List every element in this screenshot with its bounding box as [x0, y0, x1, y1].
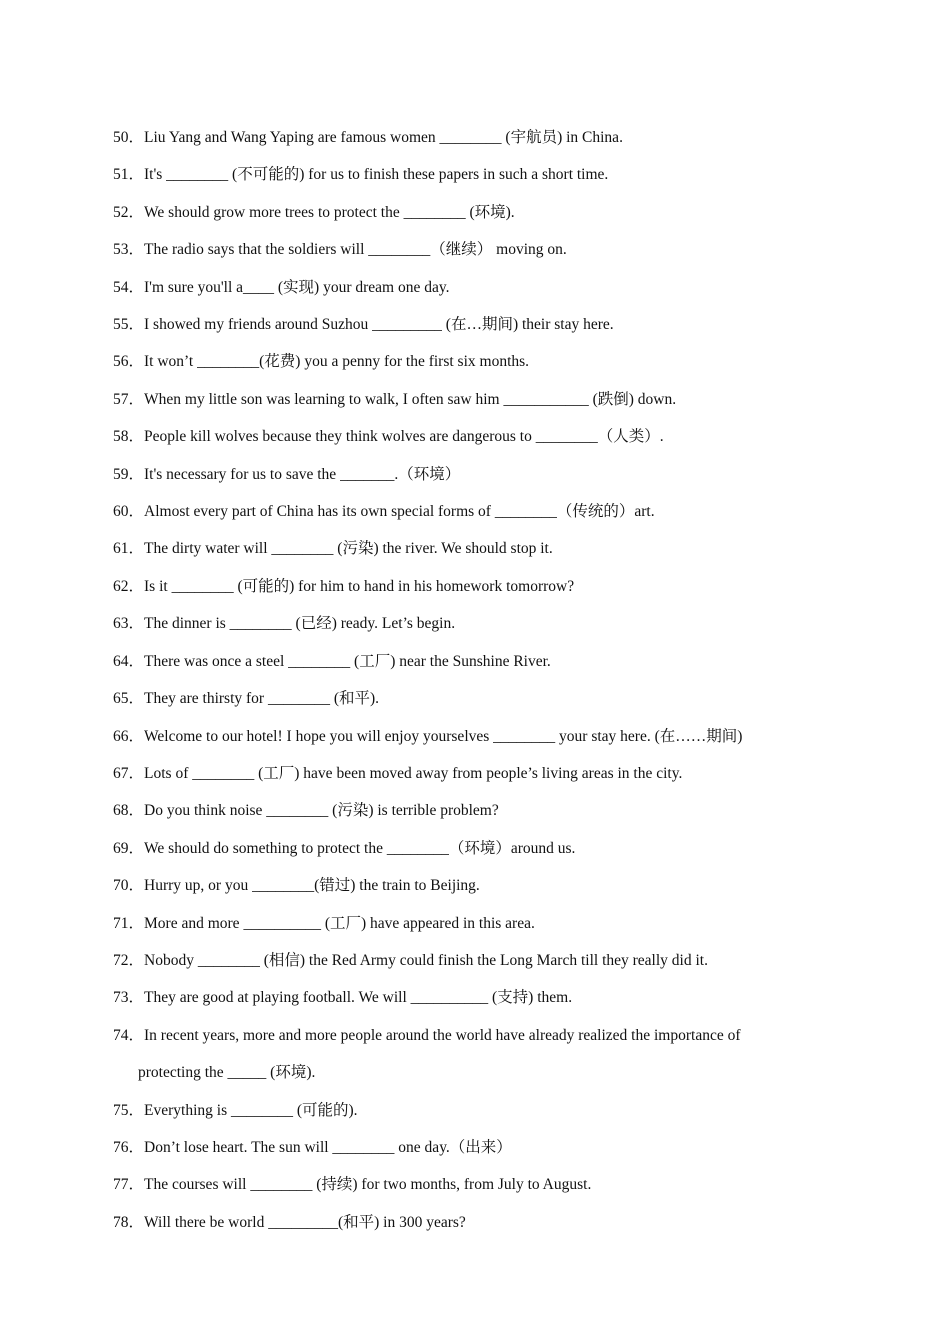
question-item: [113, 830, 837, 867]
question-item: [113, 418, 837, 455]
question-text: Will there be world _________(和平) in 300 years?: [144, 1213, 466, 1231]
question-text: More and more __________ (工厂) have appeared in this area.: [144, 914, 535, 932]
question-text: Almost every part of China has its own special forms of ________（传统的）art.: [144, 503, 655, 521]
question-number: 75．: [113, 1101, 145, 1119]
question-text: Liu Yang and Wang Yaping are famous women ________ (宇航员) in China.: [144, 129, 623, 146]
question-text: We should do something to protect the ________（环境）around us.: [144, 839, 576, 857]
question-item: [113, 643, 837, 680]
question-number: 64．: [113, 652, 145, 670]
question-item: [113, 343, 837, 380]
question-item: [113, 1204, 837, 1241]
question-text: They are good at playing football. We will __________ (支持) them.: [144, 989, 573, 1007]
question-item: [113, 979, 837, 1016]
question-item: [113, 905, 837, 942]
question-text: They are thirsty for ________ (和平).: [144, 690, 380, 708]
question-number: 56．: [113, 353, 145, 371]
question-number: 65．: [113, 690, 145, 708]
question-number: 74．: [113, 1026, 145, 1044]
question-text: The radio says that the soldiers will ________（继续） moving on.: [144, 241, 567, 259]
question-item: [113, 1017, 837, 1092]
question-number: 52．: [113, 203, 145, 221]
question-text: It's necessary for us to save the _______.（环境）: [144, 465, 461, 483]
question-item: [113, 1092, 837, 1129]
question-number: 58．: [113, 428, 145, 446]
question-number: 57．: [113, 390, 145, 408]
question-text: Nobody ________ (相信) the Red Army could finish the Long March till they really did it.: [144, 951, 708, 969]
question-text: Welcome to our hotel! I hope you will enjoy yourselves ________ your stay here. (在……期间): [144, 727, 743, 745]
question-text: I'm sure you'll a____ (实现) your dream one day.: [144, 278, 450, 296]
question-item: [113, 306, 837, 343]
question-number: 53．: [113, 241, 145, 259]
question-text: The dirty water will ________ (污染) the river. We should stop it.: [144, 540, 553, 558]
question-number: 78．: [113, 1213, 145, 1231]
question-text: The dinner is ________ (已经) ready. Let’s begin.: [144, 615, 456, 633]
question-number: 50．: [113, 129, 145, 146]
question-text: Hurry up, or you ________(错过) the train to Beijing.: [144, 877, 480, 895]
question-item: [113, 456, 837, 493]
question-item: [113, 605, 837, 642]
question-number: 70．: [113, 877, 145, 895]
question-text: When my little son was learning to walk, I often saw him ___________ (跌倒) down.: [144, 390, 677, 408]
question-list: [113, 119, 837, 1241]
question-item: [113, 119, 837, 156]
question-item: [113, 1129, 837, 1166]
question-item: [113, 792, 837, 829]
question-text: Don’t lose heart. The sun will ________ one day.（出来）: [144, 1138, 512, 1156]
question-item: [113, 680, 837, 717]
question-text: There was once a steel ________ (工厂) near the Sunshine River.: [144, 652, 551, 670]
question-item: [113, 942, 837, 979]
question-number: 73．: [113, 989, 145, 1007]
question-text: I showed my friends around Suzhou _________ (在…期间) their stay here.: [144, 316, 614, 334]
question-text: Do you think noise ________ (污染) is terrible problem?: [144, 802, 499, 820]
question-number: 63．: [113, 615, 145, 633]
question-item: [113, 493, 837, 530]
question-item: [113, 867, 837, 904]
question-item: [113, 1166, 837, 1203]
question-number: 51．: [113, 166, 145, 184]
question-text: Everything is ________ (可能的).: [144, 1101, 358, 1119]
question-item: [113, 755, 837, 792]
question-item: [113, 530, 837, 567]
question-text: The courses will ________ (持续) for two months, from July to August.: [144, 1176, 592, 1194]
question-item: [113, 718, 837, 755]
question-text: People kill wolves because they think wolves are dangerous to ________（人类）.: [144, 428, 664, 446]
question-number: 69．: [113, 839, 145, 857]
question-item: [113, 568, 837, 605]
question-number: 77．: [113, 1176, 145, 1194]
question-text: It's ________ (不可能的) for us to finish these papers in such a short time.: [144, 166, 609, 184]
question-text: Lots of ________ (工厂) have been moved away from people’s living areas in the city.: [144, 764, 683, 782]
question-number: 59．: [113, 465, 145, 483]
question-number: 67．: [113, 764, 145, 782]
question-item: [113, 231, 837, 268]
question-item: [113, 194, 837, 231]
question-item: [113, 269, 837, 306]
question-number: 55．: [113, 316, 145, 334]
question-number: 54．: [113, 278, 145, 296]
question-number: 71．: [113, 914, 145, 932]
question-number: 72．: [113, 951, 145, 969]
question-number: 76．: [113, 1138, 145, 1156]
question-number: 61．: [113, 540, 145, 558]
question-number: 62．: [113, 577, 145, 595]
question-text: In recent years, more and more people around the world have already realized the importance of: [144, 1026, 741, 1044]
question-text: It won’t ________(花费) you a penny for the first six months.: [144, 353, 530, 371]
question-item: [113, 381, 837, 418]
question-number: 68．: [113, 802, 145, 820]
question-item: [113, 156, 837, 193]
question-text: Is it ________ (可能的) for him to hand in his homework tomorrow?: [144, 577, 575, 595]
question-text: We should grow more trees to protect the ________ (环境).: [144, 203, 515, 221]
question-text-continuation: protecting the _____ (环境).: [138, 1064, 316, 1082]
question-number: 66．: [113, 727, 145, 745]
question-number: 60．: [113, 503, 145, 521]
